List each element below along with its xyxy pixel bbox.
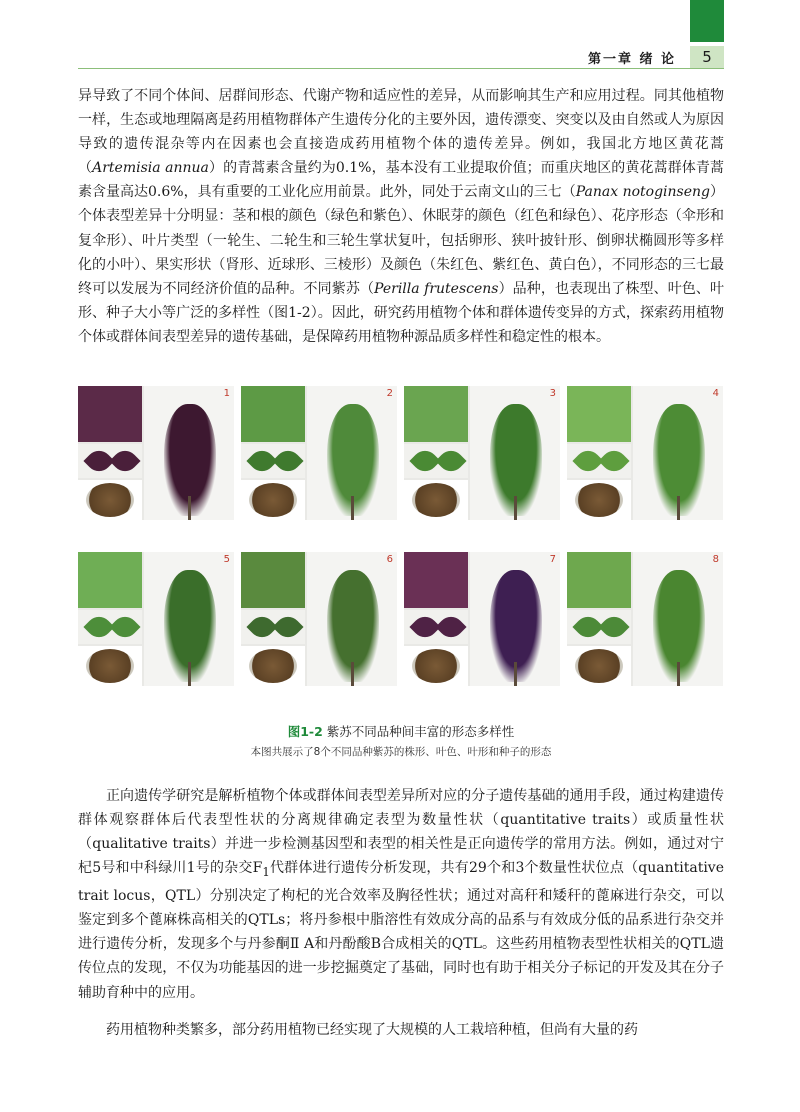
figure-caption — [78, 722, 724, 740]
seed-photo — [567, 646, 631, 686]
page-header — [0, 46, 724, 68]
leaf-photo — [241, 610, 305, 644]
leaf-icon — [435, 611, 466, 642]
plant-top-photo — [567, 552, 631, 608]
panel-number: 5 — [223, 554, 230, 565]
figure-panel-5 — [78, 552, 234, 686]
plant-top-photo — [78, 552, 142, 608]
whole-plant-photo — [307, 552, 397, 686]
figure-label: 图1-2 — [287, 724, 323, 739]
seed-dish-icon — [249, 649, 297, 683]
seed-dish-icon — [86, 483, 134, 517]
body-paragraph-3 — [78, 1018, 724, 1042]
chapter-color-tab — [690, 0, 724, 42]
plant-stem — [188, 662, 191, 686]
panel-number: 3 — [549, 388, 556, 399]
figure-panel-7 — [404, 552, 560, 686]
seed-photo — [78, 480, 142, 520]
seed-dish-icon — [575, 483, 623, 517]
plant-stem — [514, 662, 517, 686]
plant-stem — [677, 662, 680, 686]
body-paragraph-2 — [78, 784, 724, 1005]
figure-note: 本图共展示了8个不同品种紫苏的株形、叶色、叶形和种子的形态 — [250, 746, 552, 758]
panel-number: 6 — [386, 554, 393, 565]
text-run: 异导致了不同个体间、居群间形态、代谢产物和适应性的差异，从而影响其生产和应用过程。同其他植物一样，生态或地理隔离是药用植物群体产生遗传分化的主要外因，遗传漂变、突变以及由自然或人为原因导致的遗传混杂等内在因素也会直接造成药用植物个体的遗传差异。例如，我国北方地区黄花蒿（ — [78, 88, 724, 177]
seed-photo — [404, 646, 468, 686]
plant-top-photo — [78, 386, 142, 442]
plant-top-photo — [404, 552, 468, 608]
panel-number: 1 — [223, 388, 230, 399]
leaf-icon — [109, 445, 140, 476]
leaf-icon — [272, 611, 303, 642]
seed-photo — [404, 480, 468, 520]
figure-panel-2 — [241, 386, 397, 520]
seed-photo — [567, 480, 631, 520]
plant-stem — [351, 662, 354, 686]
text-run: ）的青蒿素含量约为0.1%，基本没有工业提取价值；而重庆地区的黄花蒿群体青蒿素含量高达0.6%，具有重要的工业化应用前景。此外，同处于云南文山的三七（ — [78, 160, 725, 201]
seed-dish-icon — [575, 649, 623, 683]
leaf-icon — [109, 611, 140, 642]
leaf-icon — [598, 445, 629, 476]
whole-plant-photo — [144, 552, 234, 686]
figure-panel-8 — [567, 552, 723, 686]
leaf-photo — [404, 444, 468, 478]
panel-number: 8 — [712, 554, 719, 565]
page-number: 5 — [690, 46, 724, 68]
figure-caption-text: 紫苏不同品种间丰富的形态多样性 — [326, 724, 515, 739]
leaf-photo — [404, 610, 468, 644]
plant-stem — [351, 496, 354, 520]
text-run: 药用植物种类繁多，部分药用植物已经实现了大规模的人工栽培种植，但尚有大量的药 — [106, 1022, 638, 1038]
seed-dish-icon — [249, 483, 297, 517]
seed-photo — [241, 480, 305, 520]
panel-number: 4 — [712, 388, 719, 399]
header-divider — [78, 68, 724, 69]
whole-plant-photo — [633, 386, 723, 520]
text-run: Artemisia annua — [92, 160, 209, 177]
plant-stem — [677, 496, 680, 520]
panel-number: 2 — [386, 388, 393, 399]
whole-plant-photo — [633, 552, 723, 686]
plant-top-photo — [241, 552, 305, 608]
text-run: 代群体进行遗传分析发现，共有29个和3个数量性状位点（quantitative trait locus，QTL）分别决定了枸杞的光合效率及胸径性状；通过对高秆和矮秆的蓖麻进行杂交，可以鉴定到多个蓖麻株高相关的QTLs；将丹参根中脂溶性有效成分高的品系与有效成分低的品系进行杂交并进行遗传分析，发现多个与丹参酮Ⅱ A和丹酚酸B合成相关的QTL。这些药用植物表型性状相关的QTL遗传位点的发现，不仅为功能基因的进一步挖掘奠定了基础，同时也有助于相关分子标记的开发及其在分子辅助育种中的应用。 — [78, 860, 724, 1001]
text-run: ）品种，也表现出了株型、叶色、叶形、种子大小等广泛的多样性（图1-2）。因此，研究药用植物个体和群体遗传变异的方式，探索药用植物个体或群体间表型差异的遗传基础，是保障药用植物种源品质多样性和稳定性的根本。 — [78, 280, 725, 345]
leaf-photo — [567, 610, 631, 644]
figure-panel-3 — [404, 386, 560, 520]
leaf-icon — [598, 611, 629, 642]
chapter-title: 第一章 绪 论 — [587, 52, 676, 67]
plant-top-photo — [404, 386, 468, 442]
text-run: Perilla frutescens — [374, 280, 499, 297]
seed-dish-icon — [412, 649, 460, 683]
figure-1-2 — [78, 386, 724, 686]
whole-plant-photo — [470, 552, 560, 686]
seed-dish-icon — [412, 483, 460, 517]
text-run: Panax notoginseng — [575, 184, 710, 201]
leaf-photo — [567, 444, 631, 478]
plant-top-photo — [241, 386, 305, 442]
leaf-icon — [272, 445, 303, 476]
seed-photo — [78, 646, 142, 686]
leaf-icon — [435, 445, 466, 476]
figure-panel-1 — [78, 386, 234, 520]
leaf-photo — [241, 444, 305, 478]
whole-plant-photo — [307, 386, 397, 520]
text-run: 1 — [262, 865, 270, 880]
plant-stem — [188, 496, 191, 520]
whole-plant-photo — [144, 386, 234, 520]
body-paragraph-1 — [78, 84, 724, 349]
leaf-photo — [78, 444, 142, 478]
figure-panel-6 — [241, 552, 397, 686]
panel-number: 7 — [549, 554, 556, 565]
leaf-photo — [78, 610, 142, 644]
plant-top-photo — [567, 386, 631, 442]
text-run: 正向遗传学研究是解析植物个体或群体间表型差异所对应的分子遗传基础的通用手段，通过构建遗传群体观察群体后代表型性状的分离规律确定表型为数量性状（quantitative traits）或质量性状（qualitative traits）并进一步检测基因型和表型的相关性是正向遗传学的常用方法。例如，通过对宁杞5号和中科绿川1号的杂交F — [78, 788, 724, 877]
figure-panel-4 — [567, 386, 723, 520]
seed-photo — [241, 646, 305, 686]
text-run: ）个体表型差异十分明显：茎和根的颜色（绿色和紫色）、休眠芽的颜色（红色和绿色）、花序形态（伞形和复伞形）、叶片类型（一轮生、二轮生和三轮生掌状复叶，包括卵形、狭叶披针形、倒卵状椭圆形等多样化的小叶）、果实形状（肾形、近球形、三棱形）及颜色（朱红色、紫红色、黄白色），不同形态的三七最终可以发展为不同经济价值的品种。不同紫苏（ — [78, 184, 724, 297]
whole-plant-photo — [470, 386, 560, 520]
seed-dish-icon — [86, 649, 134, 683]
plant-stem — [514, 496, 517, 520]
